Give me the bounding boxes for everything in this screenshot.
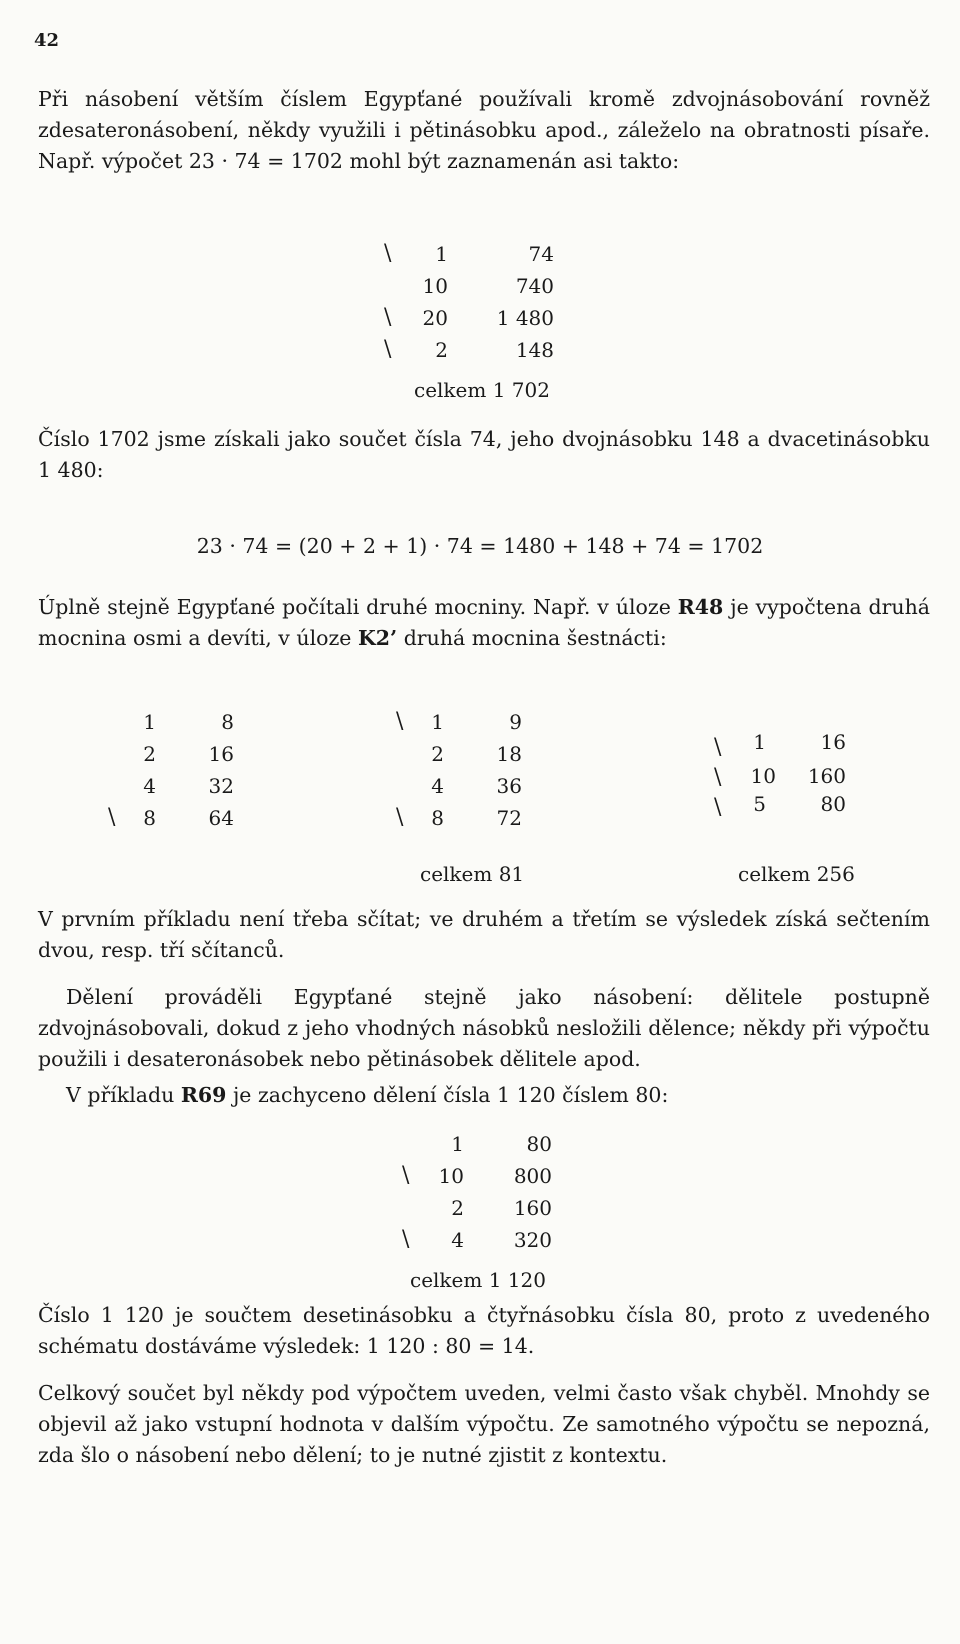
table-cell: 36 <box>496 774 522 798</box>
table-cell: 800 <box>513 1164 552 1188</box>
table-cell: 72 <box>496 806 522 830</box>
text-run: je vypočtena druhá mocnina osmi a devíti, v úloze <box>38 595 930 650</box>
text-run: V příkladu <box>66 1083 181 1107</box>
table-cell: 10 <box>750 764 776 788</box>
row-mark: \ <box>384 305 392 330</box>
table-cell: 320 <box>513 1228 552 1252</box>
paragraph-division-result: Číslo 1 120 je součtem desetinásobku a čtyřnásobku čísla 80, proto z uvedeného schématu dostáváme výsledek: 1 120 : 80 = 14. <box>38 1303 930 1358</box>
row-mark: \ <box>714 765 722 790</box>
table-cell: 1 480 <box>496 306 554 330</box>
paragraph-multiplication-intro: Při násobení větším číslem Egypťané používali kromě zdvojnásobování rovněž zdesateronásobení, někdy využili i pětinásobku apod., záleželo na obratnosti písaře. Např. výpočet 23 · 74 = 1702 mohl být zaznamenán asi takto: <box>38 87 930 173</box>
table-cell: 148 <box>515 338 554 362</box>
text-run: druhá mocnina šestnácti: <box>397 626 667 650</box>
table-cell: 16 <box>820 730 846 754</box>
table-cell: 2 <box>431 742 444 766</box>
table-cell: 18 <box>496 742 522 766</box>
table-cell: 1 <box>431 710 444 734</box>
table-cell: 9 <box>509 710 522 734</box>
table-cell: 74 <box>528 242 554 266</box>
table-cell: 4 <box>143 774 156 798</box>
table-cell: 10 <box>438 1164 464 1188</box>
table-cell: 5 <box>753 792 766 816</box>
table-cell: 1 <box>435 242 448 266</box>
paragraph-squares <box>38 592 930 654</box>
table-cell: 10 <box>422 274 448 298</box>
text-run: je zachyceno dělení čísla 1 120 číslem 80: <box>226 1083 669 1107</box>
table-cell: 80 <box>820 792 846 816</box>
paragraph-division: Dělení prováděli Egypťané stejně jako násobení: dělitele postupně zdvojnásobovali, dokud z jeho vhodných násobků nesložili dělence; někdy při výpočtu použili i desateronásobek nebo pětinásobek dělitele apod. <box>38 985 930 1071</box>
table-cell: 1 <box>451 1132 464 1156</box>
paragraph-conclusion: Celkový součet byl někdy pod výpočtem uveden, velmi často však chyběl. Mnohdy se objevil až jako vstupní hodnota v dalším výpočtu. Ze samotného výpočtu se nepozná, zda šlo o násobení nebo dělení; to je nutné zjistit z kontextu. <box>38 1381 930 1467</box>
table-cell: 8 <box>221 710 234 734</box>
table-cell: 16 <box>208 742 234 766</box>
problem-reference: K2’ <box>357 626 398 650</box>
text-run: Úplně stejně Egypťané počítali druhé mocniny. Např. v úloze <box>38 595 678 619</box>
problem-reference: R69 <box>180 1083 227 1107</box>
table-cell: 160 <box>513 1196 552 1220</box>
equation: 23 · 74 = (20 + 2 + 1) · 74 = 1480 + 148 + 74 = 1702 <box>196 534 764 558</box>
paragraph-sum-explanation: Číslo 1702 jsme získali jako součet čísla 74, jeho dvojnásobku 148 a dvacetinásobku 1 480: <box>38 427 930 482</box>
row-mark: \ <box>714 735 722 760</box>
row-mark: \ <box>384 241 392 266</box>
row-mark: \ <box>384 337 392 362</box>
table-cell: 8 <box>431 806 444 830</box>
row-mark: \ <box>714 795 722 820</box>
table-total: celkem 1 120 <box>410 1268 546 1292</box>
table-cell: 160 <box>807 764 846 788</box>
row-mark: \ <box>402 1227 410 1252</box>
row-mark: \ <box>402 1163 410 1188</box>
table-cell: 80 <box>526 1132 552 1156</box>
table-cell: 740 <box>515 274 554 298</box>
table-cell: 32 <box>208 774 234 798</box>
table-cell: 1 <box>143 710 156 734</box>
table-cell: 8 <box>143 806 156 830</box>
row-mark: \ <box>108 805 116 830</box>
table-cell: 4 <box>451 1228 464 1252</box>
row-mark: \ <box>396 709 404 734</box>
table-cell: 2 <box>143 742 156 766</box>
table-total: celkem 256 <box>738 862 855 886</box>
paragraph-sum-note: V prvním příkladu není třeba sčítat; ve druhém a třetím se výsledek získá sečtením dvou, resp. tří sčítanců. <box>38 907 930 962</box>
problem-reference: R48 <box>677 595 724 619</box>
table-total: celkem 1 702 <box>414 378 550 402</box>
table-cell: 2 <box>435 338 448 362</box>
row-mark: \ <box>396 805 404 830</box>
table-cell: 2 <box>451 1196 464 1220</box>
page-number: 42 <box>34 30 60 51</box>
table-cell: 20 <box>422 306 448 330</box>
table-total: celkem 81 <box>420 862 525 886</box>
paragraph-division-example <box>38 1080 930 1111</box>
table-cell: 4 <box>431 774 444 798</box>
table-cell: 1 <box>753 730 766 754</box>
table-cell: 64 <box>208 806 234 830</box>
